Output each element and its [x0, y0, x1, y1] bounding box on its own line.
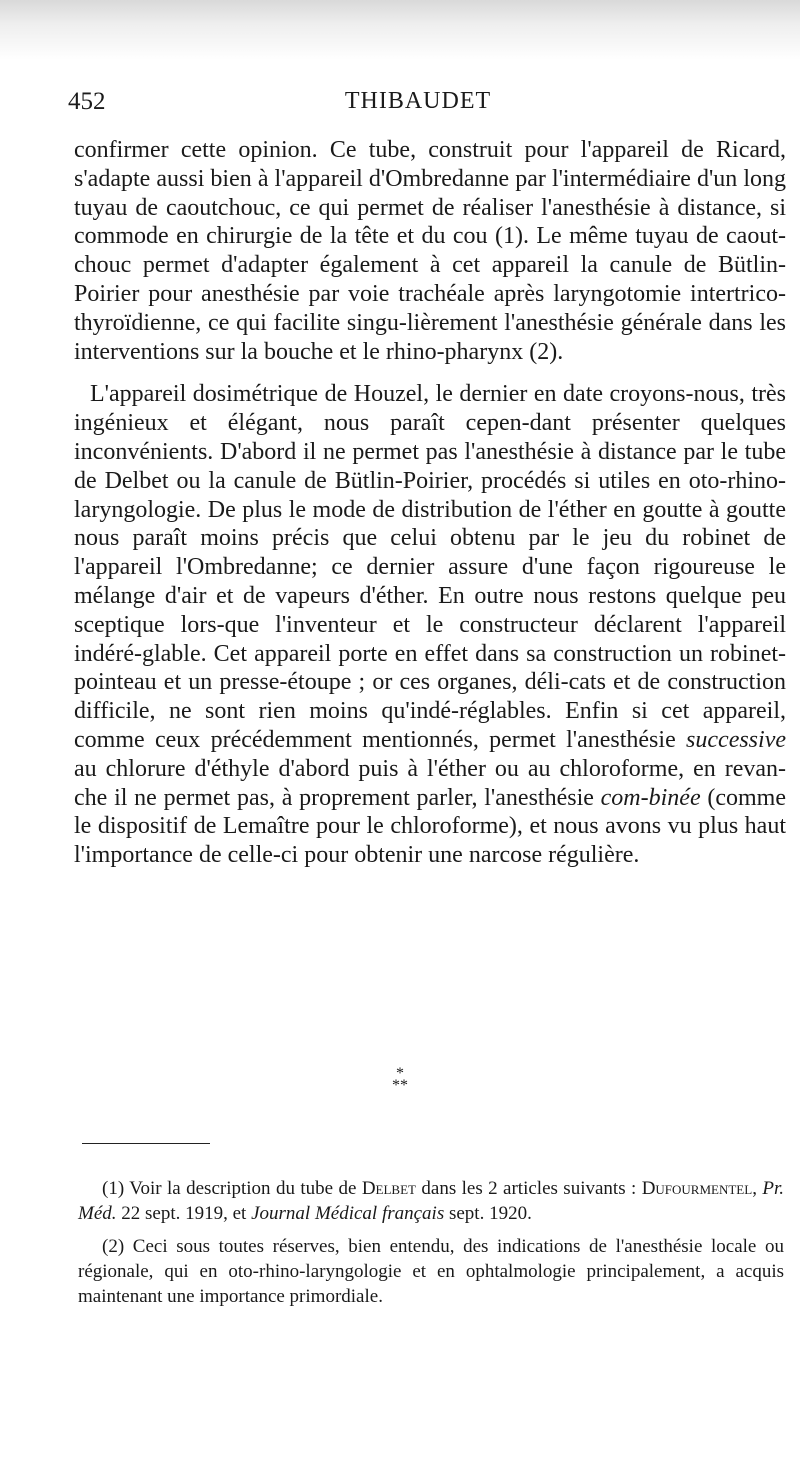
page-top-shading: [0, 0, 800, 60]
running-head: THIBAUDET: [344, 88, 492, 114]
italic-combinee: com-binée: [600, 784, 701, 811]
page-number: 452: [68, 88, 106, 115]
journal-medical-francais: Journal Médical français: [251, 1203, 445, 1224]
author-delbet: Delbet: [361, 1178, 416, 1199]
footnote-rule: [82, 1143, 210, 1144]
body-text: [74, 136, 786, 870]
journal-pr-med: Pr. Méd.: [78, 1178, 784, 1224]
asterism: * **: [392, 1065, 408, 1094]
footnote-2: (2) Ceci sous toutes réserves, bien entendu, des indications de l'anesthésie locale ou régionale, qui en oto-rhino-laryngologie et en ophtalmologie principalement, a acquis maintenant une importance primordiale.: [78, 1236, 784, 1307]
paragraph-1: confirmer cette opinion. Ce tube, construit pour l'appareil de Ricard, s'adapte aussi bien à l'appareil d'Ombredanne par l'intermédiaire d'un long tuyau de caoutchouc, ce qui permet de réaliser l'anesthésie à distance, si commode en chirurgie de la tête et du cou (1). Le même tuyau de caout-chouc permet d'adapter également à cet appareil la canule de Bütlin-Poirier pour anesthésie par voie trachéale après laryngotomie intertrico-thyroïdienne, ce qui facilite singu-lièrement l'anesthésie générale dans les interventions sur la bouche et le rhino-pharynx (2).: [74, 137, 786, 365]
italic-successive: successive: [686, 726, 786, 753]
paragraph-2: L'appareil dosimétrique de Houzel, le dernier en date croyons-nous, très ingénieux et élégant, nous paraît cepen-dant présenter quelques inconvénients. D'abord il ne permet pas l'anesthésie à distance par le tube de Delbet ou la canule de Bütlin-Poirier, procédés si utiles en oto-rhino-laryngologie. De plus le mode de distribution de l'éther en goutte à goutte nous paraît moins précis que celui obtenu par le jeu du robinet de l'appareil l'Ombredanne; ce dernier assure d'une façon rigoureuse le mélange d'air et de vapeurs d'éther. En outre nous restons quelque peu sceptique lors-que l'inventeur et le constructeur déclarent l'appareil indéré-glable. Cet appareil porte en effet dans sa construction un robinet-pointeau et un presse-étoupe ; or ces organes, déli-cats et de construction difficile, ne sont rien moins qu'indé-réglables. Enfin si cet appareil, comme ceux précédemment mentionnés, permet l'anesthésie successive au chlorure d'éthyle d'abord puis à l'éther ou au chloroforme, en revan-che il ne permet pas, à proprement parler, l'anesthésie com-binée (comme le dispositif de Lemaître pour le chloroforme), et nous avons vu plus haut l'importance de celle-ci pour obtenir une narcose régulière.: [74, 381, 787, 869]
page-header: [68, 88, 768, 122]
footnote-1: (1) Voir la description du tube de Delbet dans les 2 articles suivants : Dufourmentel, Pr. Méd. 22 sept. 1919, et Journal Médical français sept. 1920.: [78, 1178, 784, 1224]
author-dufourmentel: Dufourmentel: [641, 1178, 753, 1199]
footnotes: [78, 1176, 784, 1317]
